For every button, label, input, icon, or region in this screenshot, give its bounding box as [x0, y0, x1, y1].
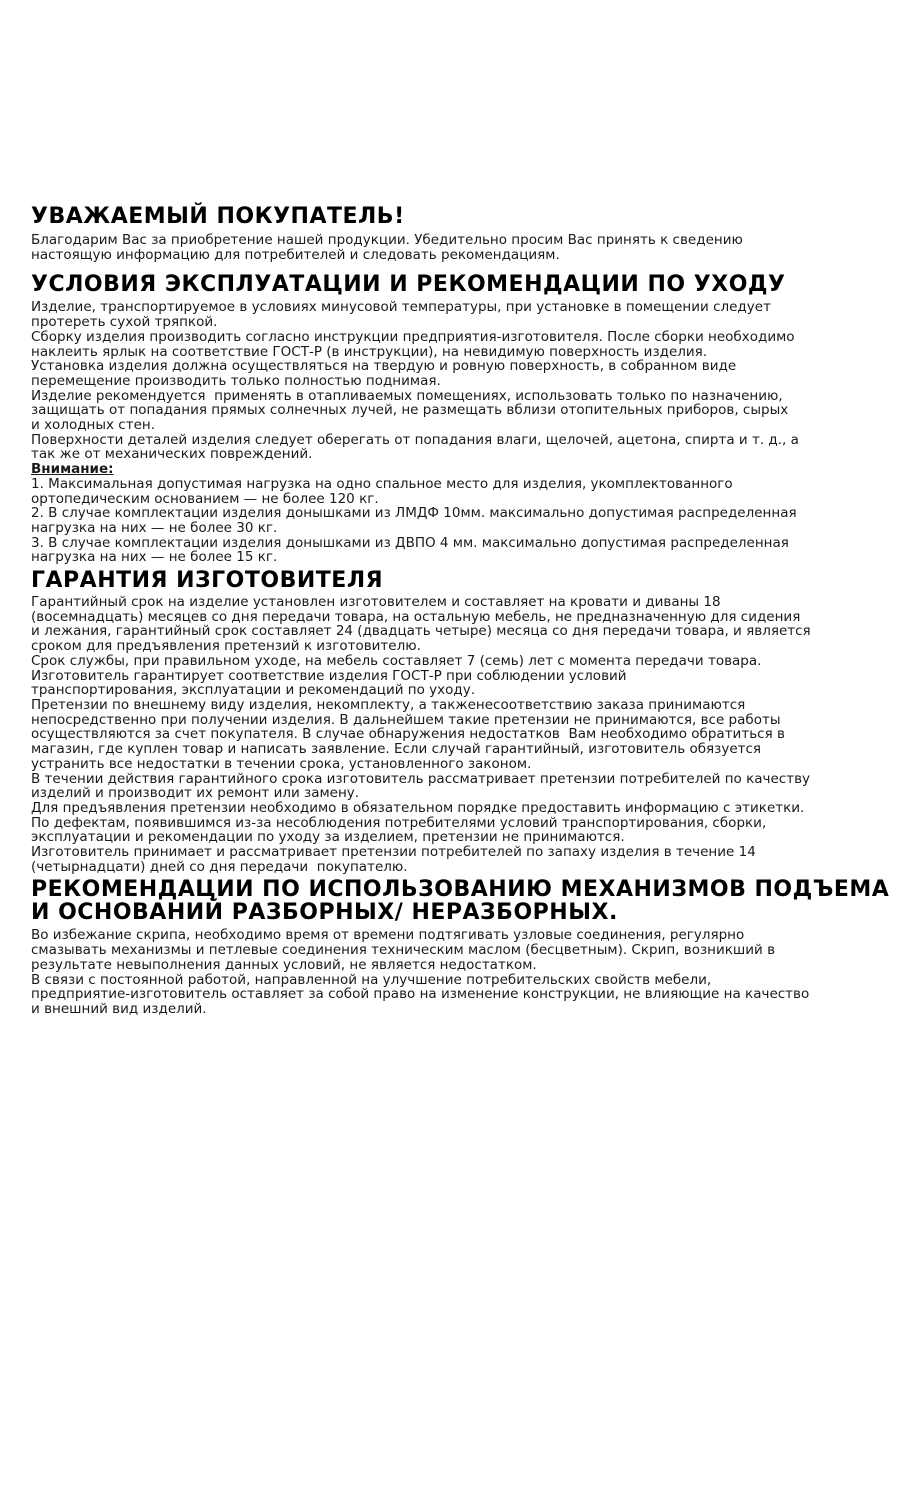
text-line: В течении действия гарантийного срока изготовитель рассматривает претензии потребителей по качеству: [31, 770, 811, 787]
text-line: Благодарим Вас за приобретение нашей продукции. Убедительно просим Вас принять к сведению: [31, 232, 743, 248]
text-line: (восемнадцать) месяцев со дня передачи товара, на остальную мебель, не предназначенную для сидения: [31, 608, 801, 625]
text-line: Установка изделия должна осуществляться на твердую и ровную поверхность, в собранном виде: [31, 358, 737, 375]
section-lift-mechanisms-body: [31, 928, 880, 1016]
text-line: 2. В случае комплектации изделия донышками из ЛМДФ 10мм. максимально допустимая распределенная: [31, 505, 797, 522]
text-line: транспортирования, эксплуатации и рекомендаций по уходу.: [31, 682, 476, 699]
text-line: Срок службы, при правильном уходе, на мебель составляет 7 (семь) лет с момента передачи товара.: [31, 652, 762, 669]
text-line: нагрузка на них — не более 15 кг.: [31, 549, 278, 566]
text-line: Во избежание скрипа, необходимо время от времени подтягивать узловые соединения, регулярно: [31, 927, 745, 944]
document-page: [0, 205, 900, 1485]
text-line: Претензии по внешнему виду изделия, некомплекту, а такженесоответствию заказа принимаются: [31, 696, 746, 713]
section-greeting-body: [31, 233, 880, 262]
text-line: результате невыполнения данных условий, не является недостатком.: [31, 956, 537, 973]
text-line: предприятие-изготовитель оставляет за собой право на изменение конструкции, не влияющие на качество: [31, 986, 810, 1003]
text-line: Изделие рекомендуется применять в отапливаемых помещениях, использовать только по назначению,: [31, 387, 783, 404]
text-line: Изготовитель принимает и рассматривает претензии потребителей по запаху изделия в течение 14: [31, 844, 756, 861]
text-line: Для предъявления претензии необходимо в обязательном порядке предоставить информацию с этикетки.: [31, 799, 805, 816]
text-line: настоящую информацию для потребителей и следовать рекомендациям.: [31, 246, 560, 263]
text-line: В связи с постоянной работой, направленной на улучшение потребительских свойств мебели,: [31, 971, 712, 988]
section-lift-mechanisms-title-line-2: И ОСНОВАНИЙ РАЗБОРНЫХ/ НЕРАЗБОРНЫХ.: [31, 900, 618, 926]
text-line: По дефектам, появившимся из-за несоблюдения потребителями условий транспортирования, сборки,: [31, 814, 767, 831]
text-line: так же от механических повреждений.: [31, 446, 313, 463]
text-line: протереть сухой тряпкой.: [31, 314, 218, 331]
section-usage-conditions: [31, 273, 880, 565]
text-line: эксплуатации и рекомендации по уходу за изделием, претензии не принимаются.: [31, 829, 625, 846]
text-line: и холодных стен.: [31, 417, 156, 434]
section-lift-mechanisms-title-line-1: РЕКОМЕНДАЦИИ ПО ИСПОЛЬЗОВАНИЮ МЕХАНИЗМОВ ПОДЪЕМА: [31, 877, 890, 903]
text-line: наклеить ярлык на соответствие ГОСТ-Р (в инструкции), на невидимую поверхность изделия.: [31, 343, 708, 360]
text-line: перемещение производить только полностью поднимая.: [31, 372, 441, 389]
section-usage-conditions-title: УСЛОВИЯ ЭКСПЛУАТАЦИИ И РЕКОМЕНДАЦИИ ПО УХОДУ: [31, 272, 786, 298]
text-line: устранить все недостатки в течении срока, установленного законом.: [31, 755, 532, 772]
section-manufacturer-warranty-body: [31, 595, 880, 874]
text-line: Сборку изделия производить согласно инструкции предприятия-изготовителя. После сборки необходимо: [31, 328, 795, 345]
text-line: защищать от попадания прямых солнечных лучей, не размещать вблизи отопительных приборов, сырых: [31, 402, 789, 419]
section-manufacturer-warranty: [31, 569, 880, 874]
text-line: сроком для предъявления претензий к изготовителю.: [31, 638, 421, 655]
text-line: изделий и производит их ремонт или замену.: [31, 785, 360, 802]
text-line: ортопедическим основанием — не более 120 кг.: [31, 490, 379, 507]
text-line: 1. Максимальная допустимая нагрузка на одно спальное место для изделия, укомплектованного: [31, 475, 733, 492]
section-greeting-title: УВАЖАЕМЫЙ ПОКУПАТЕЛЬ!: [31, 204, 405, 229]
text-line: и лежания, гарантийный срок составляет 24 (двадцать четыре) месяца со дня передачи товара, и является: [31, 623, 811, 640]
text-line: Поверхности деталей изделия следует оберегать от попадания влаги, щелочей, ацетона, спирта и т. д., а: [31, 431, 799, 448]
text-line: Гарантийный срок на изделие установлен изготовителем и составляет на кровати и диваны 18: [31, 594, 721, 611]
section-lift-mechanisms: [31, 877, 890, 1017]
section-greeting: [31, 205, 880, 262]
text-line: смазывать механизмы и петлевые соединения техническим маслом (бесцветным). Скрип, возникший в: [31, 942, 776, 959]
text-line: нагрузка на них — не более 30 кг.: [31, 519, 278, 536]
text-line: Изготовитель гарантирует соответствие изделия ГОСТ-Р при соблюдении условий: [31, 667, 627, 684]
section-usage-conditions-body: [31, 300, 880, 565]
text-line: Изделие, транспортируемое в условиях минусовой температуры, при установке в помещении следует: [31, 299, 771, 316]
text-line: и внешний вид изделий.: [31, 1000, 207, 1017]
text-line: непосредственно при получении изделия. В дальнейшем такие претензии не принимаются, все работы: [31, 711, 781, 728]
attention-label: Внимание:: [31, 461, 114, 478]
section-manufacturer-warranty-title: ГАРАНТИЯ ИЗГОТОВИТЕЛЯ: [31, 568, 384, 594]
text-line: магазин, где куплен товар и написать заявление. Если случай гарантийный, изготовитель обязуется: [31, 741, 762, 758]
text-line: 3. В случае комплектации изделия донышками из ДВПО 4 мм. максимально допустимая распределенная: [31, 534, 789, 551]
text-line: (четырнадцати) дней со дня передачи покупателю.: [31, 858, 408, 875]
text-line: осуществляются за счет покупателя. В случае обнаружения недостатков Вам необходимо обратиться в: [31, 726, 785, 743]
